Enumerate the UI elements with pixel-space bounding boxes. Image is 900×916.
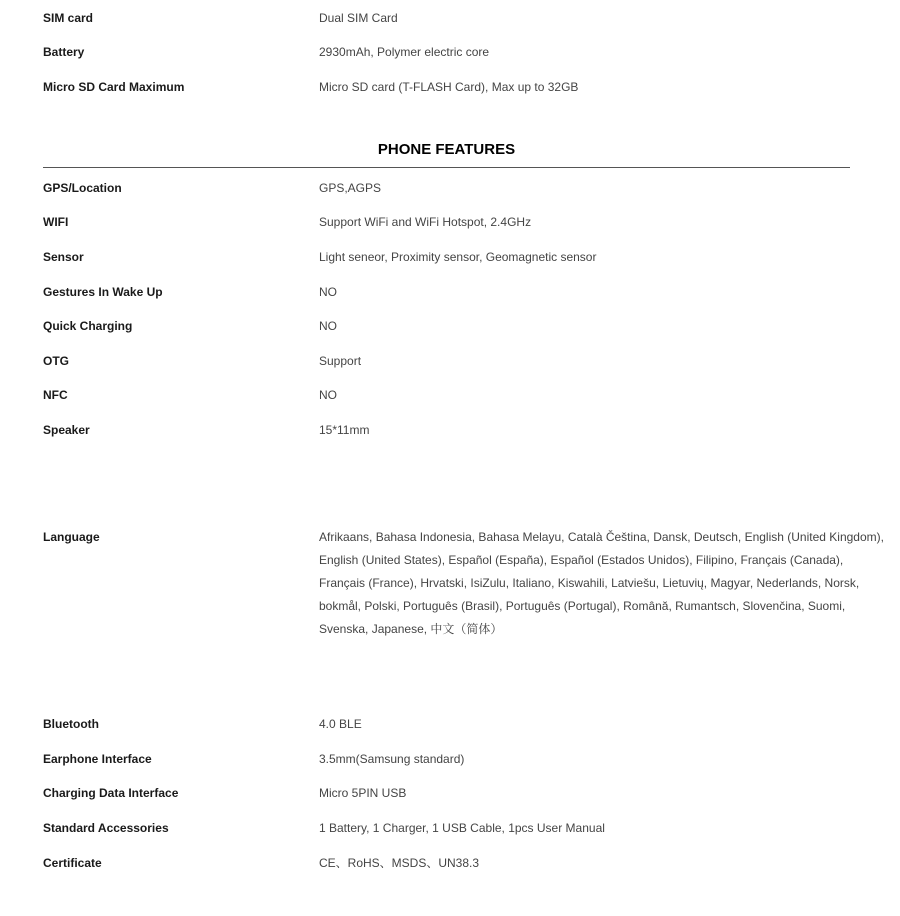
language-list <box>319 530 884 645</box>
spec-value: Micro SD card (T-FLASH Card), Max up to 32GB <box>319 80 579 94</box>
spec-value: Dual SIM Card <box>319 11 398 25</box>
spec-value: Support WiFi and WiFi Hotspot, 2.4GHz <box>319 215 532 229</box>
spec-value: NO <box>319 319 337 333</box>
spec-label: Quick Charging <box>43 319 133 333</box>
spec-value: 3.5mm(Samsung standard) <box>319 752 465 766</box>
spec-label: Sensor <box>43 250 84 264</box>
spec-label: SIM card <box>43 11 94 25</box>
spec-label: Speaker <box>43 423 90 437</box>
spec-value: 15*11mm <box>319 423 370 437</box>
spec-label: Battery <box>43 45 85 59</box>
section-divider <box>43 167 850 168</box>
language-line: Français (France), Hrvatski, IsiZulu, Italiano, Kiswahili, Latviešu, Lietuvių, Magyar, Nederlands, Norsk, <box>319 576 860 590</box>
spec-value: CE、RoHS、MSDS、UN38.3 <box>319 856 480 870</box>
spec-value: 4.0 BLE <box>319 717 362 731</box>
section-title-phone-features: PHONE FEATURES <box>377 141 516 158</box>
spec-label: OTG <box>43 354 69 368</box>
spec-label: GPS/Location <box>43 181 122 195</box>
spec-label: Charging Data Interface <box>43 786 179 800</box>
spec-value: NO <box>319 285 337 299</box>
spec-label: Standard Accessories <box>43 821 169 835</box>
language-line: English (United States), Español (España), Español (Estados Unidos), Filipino, Français (Canada), <box>319 553 844 567</box>
spec-label: WIFI <box>43 215 69 229</box>
spec-label: Language <box>43 530 100 544</box>
spec-value: 1 Battery, 1 Charger, 1 USB Cable, 1pcs User Manual <box>319 821 605 835</box>
spec-value: 2930mAh, Polymer electric core <box>319 45 490 59</box>
spec-label: Earphone Interface <box>43 752 152 766</box>
spec-value: Micro 5PIN USB <box>319 786 407 800</box>
spec-label: NFC <box>43 388 68 402</box>
language-line: Afrikaans, Bahasa Indonesia, Bahasa Melayu, Català Čeština, Dansk, Deutsch, English (United Kingdom), <box>319 530 884 544</box>
spec-value: Light seneor, Proximity sensor, Geomagnetic sensor <box>319 250 597 264</box>
spec-label: Bluetooth <box>43 717 99 731</box>
spec-label: Gestures In Wake Up <box>43 285 163 299</box>
spec-value: NO <box>319 388 337 402</box>
spec-value: GPS,AGPS <box>319 181 382 195</box>
spec-label: Certificate <box>43 856 102 870</box>
spec-label: Micro SD Card Maximum <box>43 80 185 94</box>
spec-value: Support <box>319 354 362 368</box>
language-line: bokmål, Polski, Português (Brasil), Português (Portugal), Română, Rumantsch, Slovenčina, Suomi, <box>319 599 846 613</box>
language-line: Svenska, Japanese, 中文（简体） <box>319 622 503 636</box>
